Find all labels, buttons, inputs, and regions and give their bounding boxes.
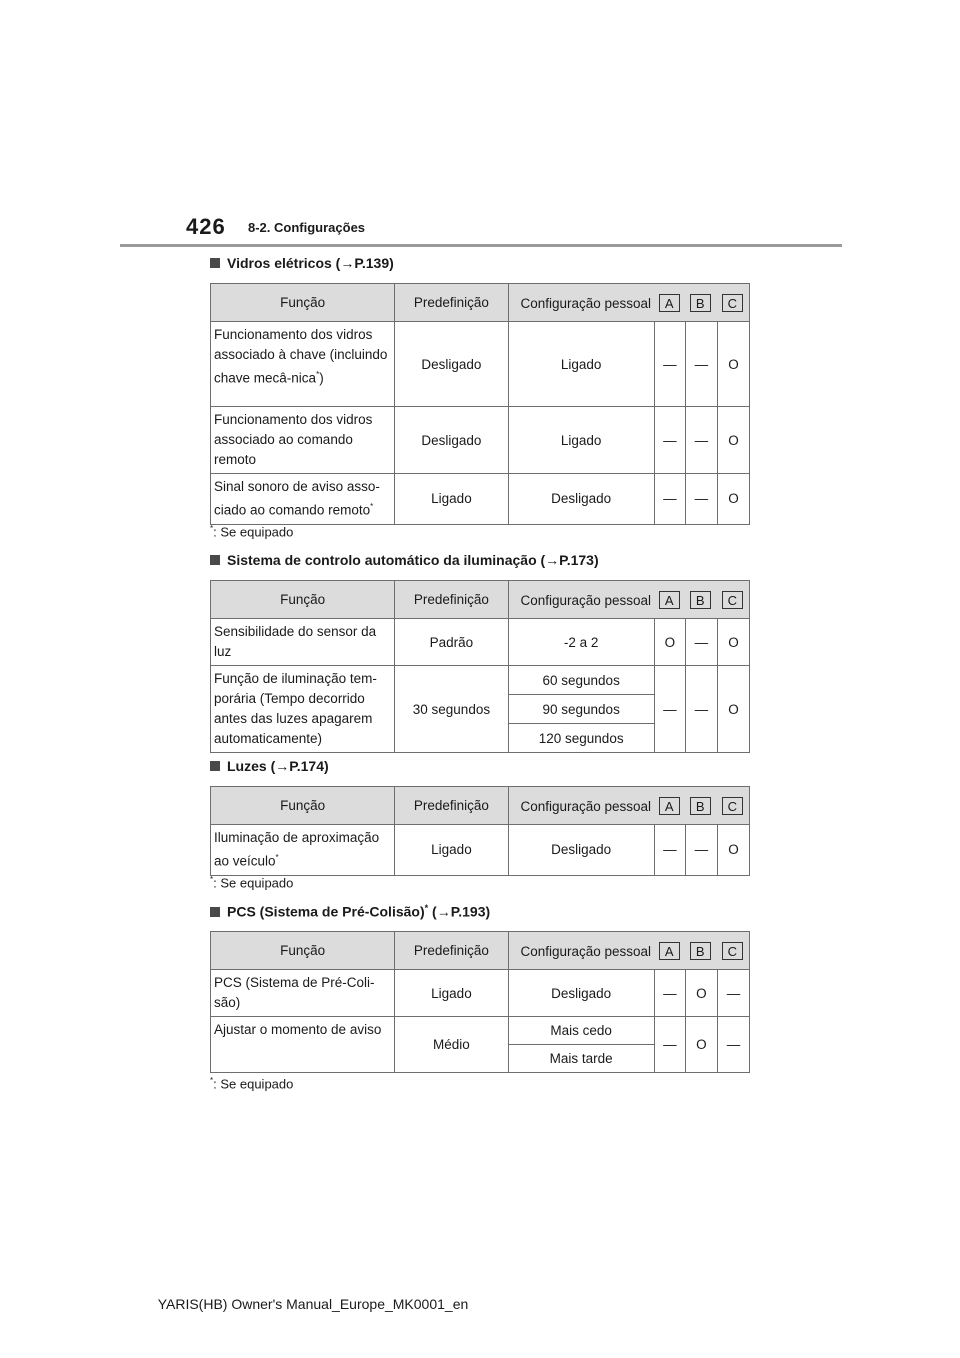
table-row [211, 970, 750, 1017]
c-cell: O [717, 474, 749, 525]
c-cell: — [717, 970, 749, 1017]
settings-table-pcs [210, 931, 750, 1073]
section-heading-windows: Vidros elétricos (→P.139) [210, 255, 394, 271]
chapter-title: 8-2. Configurações [248, 220, 366, 235]
col-personal: Configuração pessoal A B C [508, 787, 749, 825]
setting-cell: Desligado [508, 970, 654, 1017]
table-row [211, 666, 750, 695]
table-row [211, 1017, 750, 1045]
c-cell: O [717, 619, 749, 666]
table-header-row [211, 581, 750, 619]
function-cell: Funcionamento dos vidros associado à chave (incluindo chave mecâ-nica*) [211, 322, 395, 407]
function-cell: Iluminação de aproximação ao veículo* [211, 825, 395, 876]
function-cell: PCS (Sistema de Pré-Coli-são) [211, 970, 395, 1017]
label-a: A [659, 294, 680, 312]
c-cell: O [717, 825, 749, 876]
col-function: Função [211, 284, 395, 322]
label-a: A [659, 942, 680, 960]
setting-cell: 120 segundos [508, 724, 654, 753]
table-row [211, 825, 750, 876]
function-cell: Função de iluminação tem-porária (Tempo decorrido antes das luzes apagarem automaticamente) [211, 666, 395, 753]
table-row [211, 322, 750, 407]
col-personal: Configuração pessoal A B C [508, 581, 749, 619]
label-c: C [722, 591, 743, 609]
table-header-row [211, 932, 750, 970]
default-cell: Desligado [395, 407, 508, 474]
setting-cell: Ligado [508, 407, 654, 474]
c-cell: O [717, 407, 749, 474]
bullet-square-icon [210, 258, 220, 268]
label-b: B [690, 942, 711, 960]
col-default: Predefinição [395, 581, 508, 619]
col-personal: Configuração pessoal A B C [508, 284, 749, 322]
function-cell: Sensibilidade do sensor da luz [211, 619, 395, 666]
label-c: C [722, 942, 743, 960]
table-row [211, 619, 750, 666]
col-function: Função [211, 932, 395, 970]
bullet-square-icon [210, 555, 220, 565]
footnote: *: Se equipado [210, 1076, 294, 1092]
default-cell: Padrão [395, 619, 508, 666]
col-function: Função [211, 581, 395, 619]
default-cell: 30 segundos [395, 666, 508, 753]
a-cell: O [654, 619, 685, 666]
bullet-square-icon [210, 907, 220, 917]
header-rule [120, 244, 842, 247]
bullet-square-icon [210, 761, 220, 771]
label-c: C [722, 294, 743, 312]
a-cell: — [654, 1017, 685, 1073]
col-personal: Configuração pessoal A B C [508, 932, 749, 970]
default-cell: Desligado [395, 322, 508, 407]
a-cell: — [654, 970, 685, 1017]
b-cell: — [685, 825, 717, 876]
setting-cell: Ligado [508, 322, 654, 407]
b-cell: O [685, 1017, 717, 1073]
setting-cell: -2 a 2 [508, 619, 654, 666]
section-heading-lights: Luzes (→P.174) [210, 758, 329, 774]
default-cell: Médio [395, 1017, 508, 1073]
label-b: B [690, 294, 711, 312]
b-cell: O [685, 970, 717, 1017]
settings-table-lighting [210, 580, 750, 753]
footnote: *: Se equipado [210, 524, 294, 540]
setting-cell: Desligado [508, 474, 654, 525]
setting-cell: 90 segundos [508, 695, 654, 724]
b-cell: — [685, 322, 717, 407]
label-a: A [659, 591, 680, 609]
b-cell: — [685, 474, 717, 525]
col-function: Função [211, 787, 395, 825]
setting-cell: Desligado [508, 825, 654, 876]
default-cell: Ligado [395, 970, 508, 1017]
table-header-row [211, 787, 750, 825]
section-heading-lighting: Sistema de controlo automático da iluminação (→P.173) [210, 552, 599, 568]
default-cell: Ligado [395, 474, 508, 525]
page-number: 426 [186, 214, 226, 239]
col-default: Predefinição [395, 284, 508, 322]
section-heading-pcs: PCS (Sistema de Pré-Colisão)* (→P.193) [210, 903, 490, 920]
manual-footer: YARIS(HB) Owner's Manual_Europe_MK0001_en [157, 1296, 469, 1312]
c-cell: O [717, 666, 749, 753]
a-cell: — [654, 322, 685, 407]
label-c: C [722, 797, 743, 815]
c-cell: — [717, 1017, 749, 1073]
settings-table-windows [210, 283, 750, 525]
table-row [211, 407, 750, 474]
function-cell: Sinal sonoro de aviso asso-ciado ao comando remoto* [211, 474, 395, 525]
c-cell: O [717, 322, 749, 407]
col-default: Predefinição [395, 932, 508, 970]
function-cell: Ajustar o momento de aviso [211, 1017, 395, 1073]
table-header-row [211, 284, 750, 322]
default-cell: Ligado [395, 825, 508, 876]
setting-cell: 60 segundos [508, 666, 654, 695]
label-a: A [659, 797, 680, 815]
settings-table-lights [210, 786, 750, 876]
col-default: Predefinição [395, 787, 508, 825]
b-cell: — [685, 619, 717, 666]
b-cell: — [685, 666, 717, 753]
a-cell: — [654, 407, 685, 474]
label-b: B [690, 591, 711, 609]
table-row [211, 474, 750, 525]
a-cell: — [654, 825, 685, 876]
footnote: *: Se equipado [210, 875, 294, 891]
label-b: B [690, 797, 711, 815]
a-cell: — [654, 474, 685, 525]
setting-cell: Mais cedo [508, 1017, 654, 1045]
setting-cell: Mais tarde [508, 1045, 654, 1073]
function-cell: Funcionamento dos vidros associado ao comando remoto [211, 407, 395, 474]
a-cell: — [654, 666, 685, 753]
b-cell: — [685, 407, 717, 474]
